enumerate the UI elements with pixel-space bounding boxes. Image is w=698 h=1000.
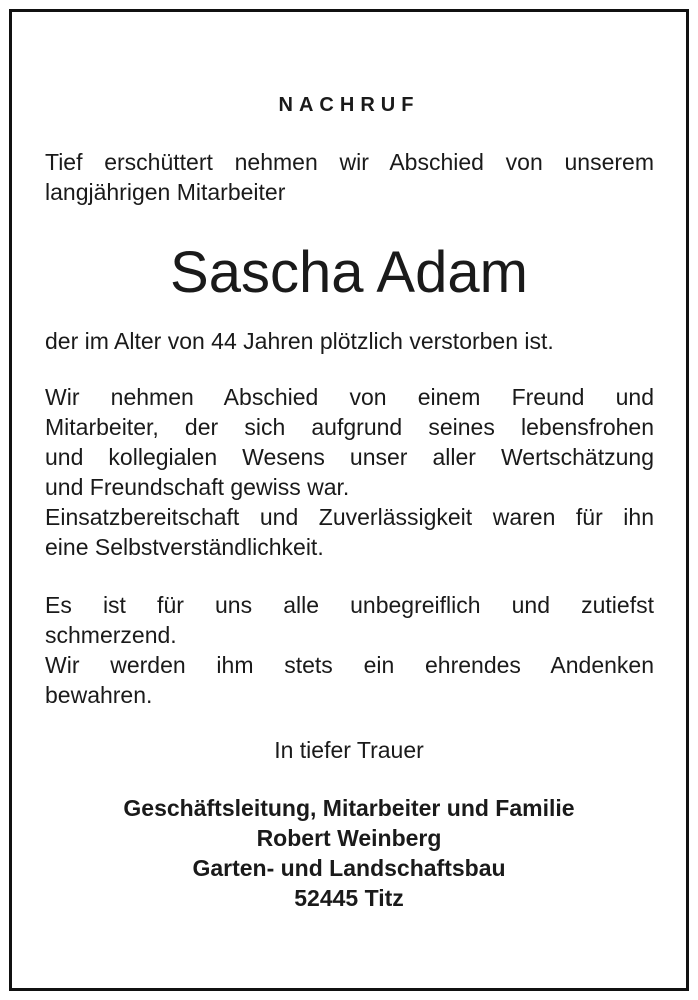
age-paragraph	[45, 326, 654, 356]
closing-line: schmerzend.	[45, 622, 177, 648]
deceased-name: Sascha Adam	[170, 240, 528, 305]
age-line: der im Alter von 44 Jahren plötzlich verstorben ist.	[45, 328, 554, 354]
tribute-line: Einsatzbereitschaft und Zuverlässigkeit waren für ihn	[45, 504, 654, 530]
tribute-line: und Freundschaft gewiss war.	[45, 474, 350, 500]
tribute-line: und kollegialen Wesens unser aller Wertschätzung	[45, 444, 654, 470]
tribute-line: eine Selbstverständlichkeit.	[45, 534, 324, 560]
mourning-line: In tiefer Trauer	[274, 737, 424, 763]
intro-line: Tief erschüttert nehmen wir Abschied von unserem	[45, 149, 654, 175]
intro-line: langjährigen Mitarbeiter	[45, 179, 286, 205]
closing-line: Wir werden ihm stets ein ehrendes Andenken	[45, 652, 654, 678]
tribute-line: Mitarbeiter, der sich aufgrund seines lebensfrohen	[45, 414, 654, 440]
obituary-heading: NACHRUF	[278, 94, 420, 116]
signature-line: Geschäftsleitung, Mitarbeiter und Familie	[123, 795, 575, 821]
closing-line: Es ist für uns alle unbegreiflich und zutiefst	[45, 592, 654, 618]
tribute-line: Wir nehmen Abschied von einem Freund und	[45, 384, 654, 410]
signature-line: 52445 Titz	[294, 885, 404, 911]
tribute-paragraph	[45, 382, 654, 562]
closing-line: bewahren.	[45, 682, 153, 708]
signature-block	[0, 793, 698, 913]
intro-paragraph	[45, 147, 654, 207]
signature-line: Robert Weinberg	[256, 825, 442, 851]
signature-line: Garten- und Landschaftsbau	[192, 855, 506, 881]
closing-paragraph	[45, 590, 654, 710]
